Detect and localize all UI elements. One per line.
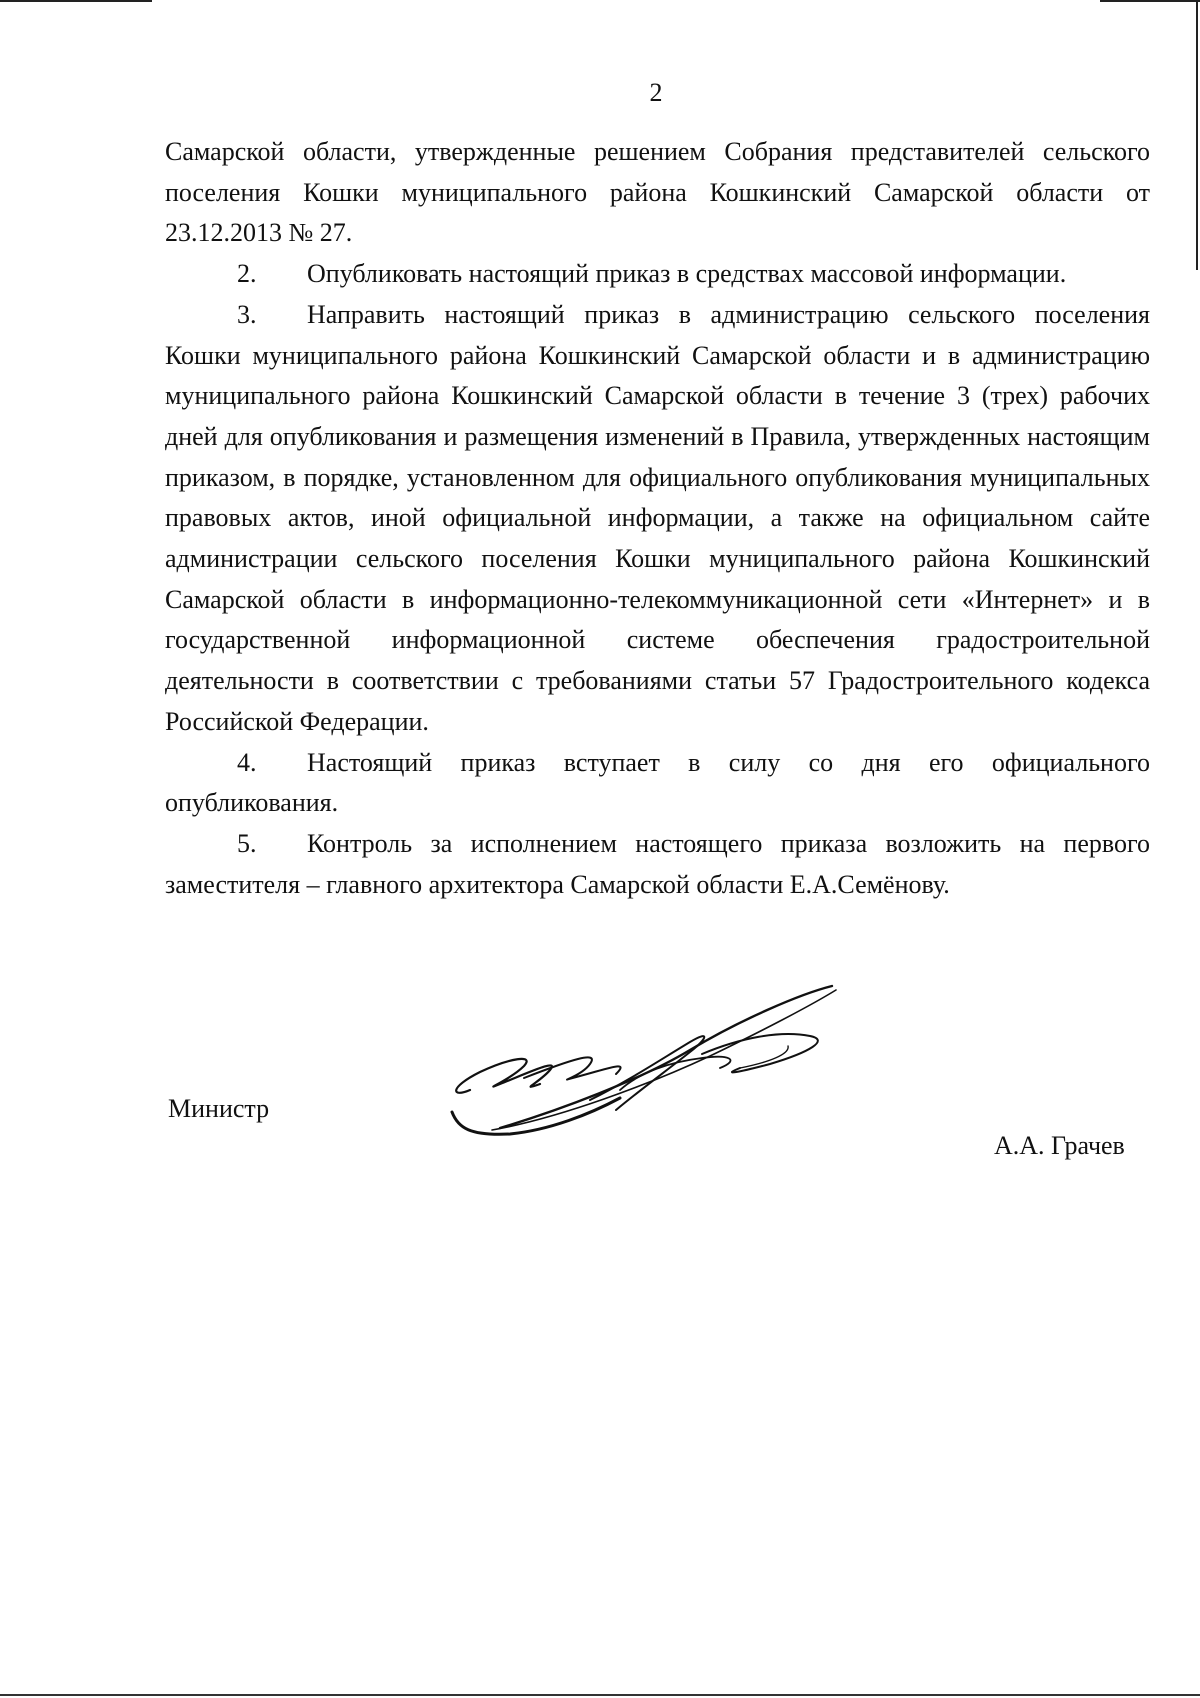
- scan-border-top-left: [0, 0, 152, 2]
- item-text: Контроль за исполнением настоящего приказа возложить на первого заместителя – главного архитектора Самарской области Е.А.Семёнову.: [165, 828, 1150, 899]
- signer-title: Министр: [168, 1094, 270, 1123]
- item-number: 5.: [237, 828, 257, 858]
- handwritten-signature: [440, 980, 880, 1150]
- document-body: [165, 132, 1150, 905]
- scan-border-right: [1196, 0, 1198, 270]
- list-item-2: [165, 254, 1150, 295]
- item-number: 2.: [237, 259, 257, 289]
- item-text: Опубликовать настоящий приказ в средствах массовой информации.: [307, 259, 1067, 289]
- signer-name: А.А. Грачев: [994, 1131, 1125, 1160]
- list-item-5: [165, 824, 1150, 905]
- scan-border-top-right: [1100, 0, 1200, 2]
- scan-border-bottom: [0, 1694, 1200, 1696]
- opening-paragraph: Самарской области, утвержденные решением Собрания представителей сельского поселения Кошки муниципального района Кошкинский Самарской области от 23.12.2013 № 27.: [165, 137, 1150, 248]
- item-number: 4.: [237, 747, 257, 777]
- list-item-3: [165, 295, 1150, 743]
- item-text: Направить настоящий приказ в администрацию сельского поселения Кошки муниципального района Кошкинский Самарской области и в администрацию муниципального района Кошкинский Самарской области в течение 3 (трех) рабочих дней для опубликования и размещения изменений в Правила, утвержденных настоящим приказом, в порядке, установленном для официального опубликования муниципальных правовых актов, иной официальной информации, а также на официальном сайте администрации сельского поселения Кошки муниципального района Кошкинский Самарской области в информационно-телекоммуникационной сети «Интернет» и в государственной информационной системе обеспечения градостроительной деятельности в соответствии с требованиями статьи 57 Градостроительного кодекса Российской Федерации.: [165, 299, 1150, 736]
- item-text: Настоящий приказ вступает в силу со дня его официального опубликования.: [165, 747, 1150, 818]
- item-number: 3.: [237, 299, 257, 329]
- list-item-4: [165, 743, 1150, 824]
- page-number: 2: [649, 78, 663, 107]
